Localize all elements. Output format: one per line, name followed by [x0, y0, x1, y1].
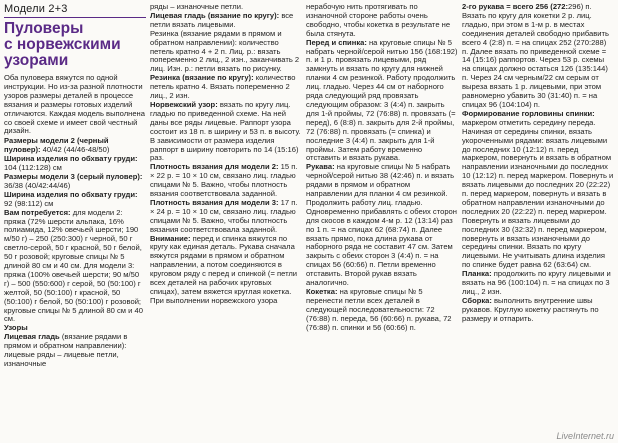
column-4 [462, 3, 614, 440]
paragraph: Планка: продолжить по кругу лицевыми и вязать на 96 (100:104) п. = на спицах по 3 лиц., 2 изн. [462, 269, 611, 296]
article-title [4, 21, 146, 69]
paragraph: Норвежский узор: вязать по кругу лиц. гладью по приведенной схеме. На ней даны все ряды лицевые. Раппорт узора состоит из 18 п. в ширину и 53 п. в высоту. В зависимости от размера изделия раппорт в ширину повторить по 14 (15:16) раз. [150, 99, 301, 163]
intro-paragraph: Оба пуловера вяжутся по одной инструкции. Но из-за разной плотности узоров размеры деталей в процессе вязания и размеры готовых изделий отличаются. Каждая модель выполнена со своей схеме и имеет свой честный дизайн. [4, 73, 145, 136]
paragraph: Плотность вязания для модели 2: 15 п. × 22 р. = 10 × 10 см, связано лиц. гладью спицами № 5. Важно, чтобы плотность вязания соответствовала заданной. [150, 162, 298, 199]
paragraph: Резинка (вязание рядами в прямом и обратном направлении): количество петель кратно 4 + 2 п. Лиц. р.: вязать попеременно 2 лиц., 2 изн., заканчивать 2 лиц. Изн. р.: петли вязать по рисунку. [150, 28, 300, 74]
paragraph: Сборка: выполнить внутренние швы рукавов. Круглую кокетку растянуть по размеру и отпарить. [462, 295, 599, 323]
column-1 [4, 3, 146, 440]
paragraph: Перед и спинка: на круговые спицы № 5 набрать черной/серой нитью 156 (168:192) п. и 1 р. провязать лицевыми, ряд замкнуть и вязать по кругу для нижней планки 4 см резинкой. Работу продолжить лиц. гладью. Через 44 см от наборного ряда следующий ряд провязать следующим образом: 3 (4:4) п. закрыть для 1-й проймы, 72 (76:88) п. провязать (= перед), 6 (8:8) п. закрыть для 2-й проймы, 72 (76:88) п. провязать (= спинка) и последние 3 (4:4) п. закрыть для 1-й проймы. Затем работу временно отставить и вязать рукава. [306, 37, 458, 163]
paragraph: Внимание: перед и спинка вяжутся по кругу как единая деталь. Рукава сначала вяжутся рядами в прямом и обратном направлении, а потом соединяются в круговом ряду с перед и спинкой (= петли всех деталей на рабочих круговых спицах), затем вяжется круглая кокетка. При выполнении норвежского узора [150, 233, 298, 305]
title-line-2: с норвежскими [4, 36, 121, 53]
materials: Вам потребуется: для модели 2: пряжа (72% шерсти альпака, 16% полиамида, 12% овечьей шерсти; 190 м/50 г) – 250 (250:300) г черной, 50 г светло-серой, 50 г красной, 50 г белой, 50 г розовой; круговые спицы № 5 длиной 80 см и 40 см. Для модели 3: пряжа (100% овечьей шерсти; 90 м/50 г) – 500 (550:600) г серой, 50 (50:100) г желтой, 50 (50:100) г красной, 50 (50:100) г белой, 50 (50:100) г розовой; круговые спицы № 5 длиной 80 см и 40 см. [4, 207, 143, 324]
section-kicker: Модели 2+3 [4, 3, 146, 18]
paragraph: Кокетка: на круговые спицы № 5 перенести петли всех деталей в следующей последовательности: 72 (76:88) п. переда, 56 (60:66) п. рукава, 72 (76:88) п. спинки и 56 (60:66) п. [306, 287, 452, 332]
paragraph: 2-го рукава = всего 256 (272:296) п. Вязать по кругу для кокетки 2 р. лиц. гладью, при этом в 1-м р. в местах соединения деталей свободно прибавить всего 4 (2:8) п. = на спицах 252 (270:288) п. Далее вязать по приведенной схеме = 14 (15:16) раппортов. Через 53 р. схемы на спицах должно остаться 126 (135:144) п. Через 24 см черным/22 см серым от выреза вязать 1 р. лицевыми, при этом равномерно убавить 30 (31:40) п. = на спицах 96 (104:104) п. [462, 3, 609, 109]
watermark: LiveInternet.ru [556, 431, 614, 441]
title-line-1: Пуловеры [4, 20, 84, 37]
sizes-model-2: Размеры модели 2 (черный пуловер): 40/42 (44/46-48/50) [4, 136, 110, 155]
column-3 [306, 3, 458, 440]
paragraph: Плотность вязания для модели 3: 17 п. × 24 р. = 10 × 10 см, связано лиц. гладью спицами № 5. Важно, чтобы плотность вязания соответствовала заданной. [150, 197, 298, 234]
paragraph: Рукава: на круговые спицы № 5 набрать черной/серой нитью 38 (42:46) п. и вязать рядами в прямом и обратном направлении для планки 4 см резинкой. Продолжить работу лиц. гладью. Одновременно прибавлять с обеих сторон для скосов в каждом 4-м р. 12 (13:14) раз по 1 п. = на спицах 62 (68:74) п. Далее вязать прямо, пока длина рукава от наборного ряда не составит 47 см. Затем закрыть с обеих сторон 3 (4:4) п. = на спицах 56 (60:66) п. Петли временно отставить. Второй рукав вязать аналогично. [306, 162, 457, 288]
paragraph: ряды – изнаночные петли. [150, 3, 244, 11]
paragraph: нерабочую нить протягивать по изнаночной стороне работы очень свободно, чтобы кокетка в результате не была стянута. [306, 3, 451, 38]
column-2 [150, 3, 302, 440]
paragraph: Лицевая гладь (вязание по кругу): все петли вязать лицевыми. [150, 10, 294, 29]
paragraph: Формирование горловины спинки: маркером отметить середину переда. Начиная от середины спинки, вязать укороченными рядами: вязать лицевыми до последних 10 (12:12) п. перед маркером, повернуть и вязать в обратном направлении изнаночными до последних 10 (12:12) п. перед маркером. Повернуть и вязать лицевыми до последних 20 (22:22) п. перед маркером, повернуть и вязать в обратном направлении изнаночными до последних 20 (22:22) п. перед маркером. Повернуть и вязать лицевыми до последних 30 (32:32) п. перед маркером, повернуть и вязать изнаночными до середины спинки. Вязать по кругу лицевыми. Не учитывать длина изделия по спинке будет равна 62 (63:64) см. [462, 108, 614, 270]
sizes-model-3: Размеры модели 3 (серый пуловер): 36/38 (40/42:44/46) [4, 171, 143, 190]
chest-width-model-2: Ширина изделия по обхвату груди: 104 (112:128) см [4, 154, 138, 173]
patterns-heading: Узоры [4, 323, 28, 333]
title-line-3: узорами [4, 52, 69, 69]
chest-width-model-3: Ширина изделия по обхвату груди: 92 (98:112) см [4, 189, 138, 208]
stockinette-rows: Лицевая гладь (вязание рядами в прямом и обратном направлении): лицевые ряды – лицевые петли, изнаночные [4, 332, 128, 368]
paragraph: Резинка (вязание по кругу): количество петель кратно 4. Вязать попеременно 2 лиц., 2 изн. [150, 73, 296, 101]
